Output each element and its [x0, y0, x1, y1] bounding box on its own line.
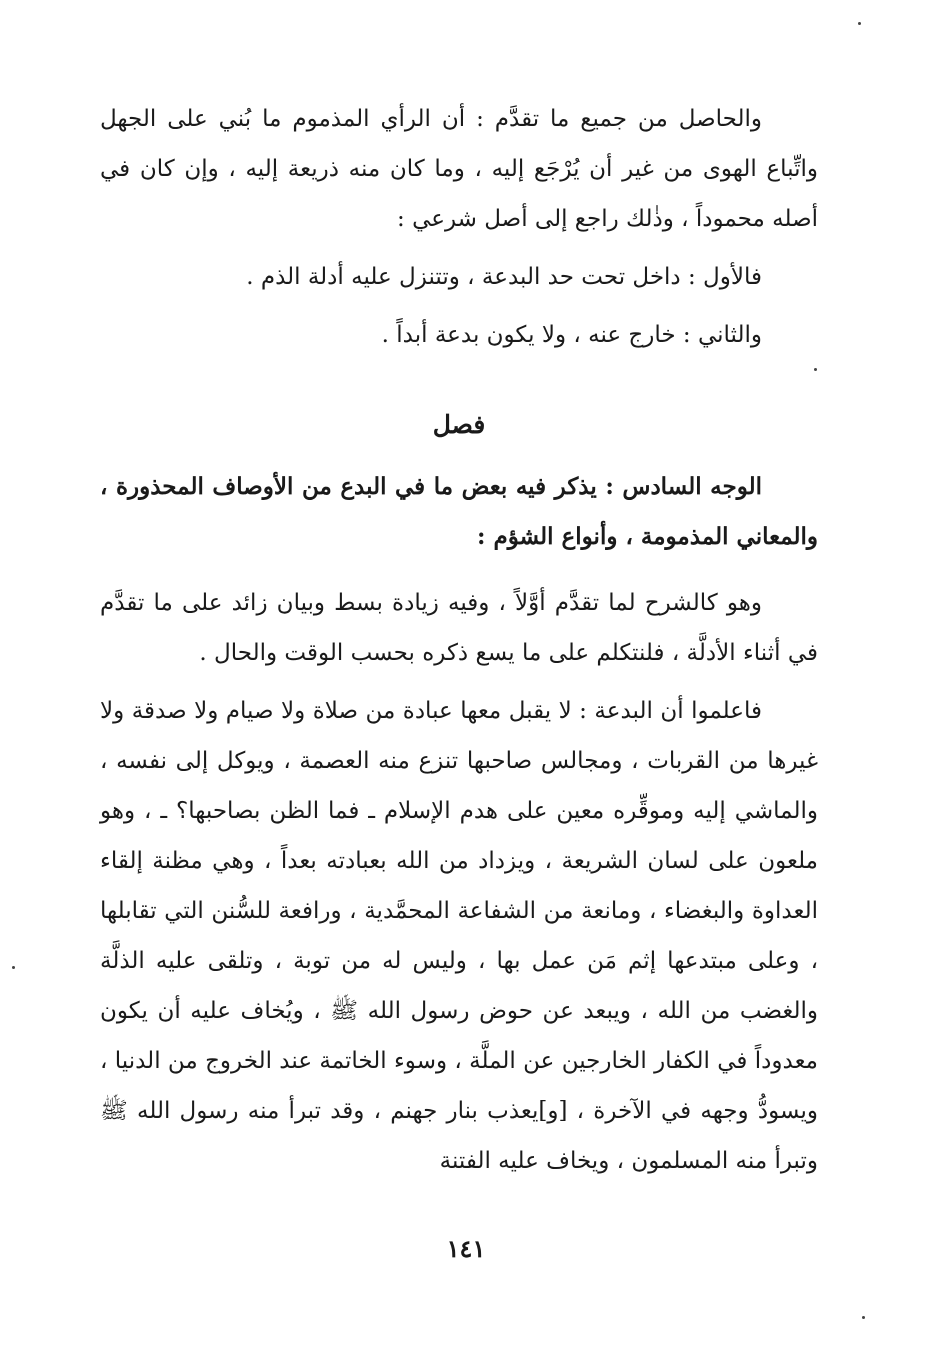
scan-speck — [12, 966, 15, 969]
section-title-block — [100, 462, 818, 562]
first-category-paragraph: فالأول : داخل تحت حد البدعة ، وتتنزل عليه أدلة الذم . — [246, 264, 762, 290]
opening-paragraph-block — [100, 94, 818, 360]
scan-speck — [858, 22, 861, 25]
body-text-block — [100, 578, 818, 1186]
second-category-paragraph: والثاني : خارج عنه ، ولا يكون بدعة أبداً . — [381, 322, 762, 348]
conclusion-paragraph: والحاصل من جميع ما تقدَّم : أن الرأي المذموم ما بُني على الجهل واتِّباع الهوى من غير أن يُرْجَع إليه ، وما كان منه ذريعة إليه ، وإن كان في أصله محموداً ، وذٰلك راجع إلى أصل شرعي : — [100, 106, 818, 232]
scan-speck — [862, 1316, 865, 1319]
body-paragraph-main: فاعلموا أن البدعة : لا يقبل معها عبادة من صلاة ولا صيام ولا صدقة ولا غيرها من القربات ، ومجالس صاحبها تنزع منه العصمة ، ويوكل إلى نفسه ، والماشي إليه وموقِّره معين على هدم الإسلام ـ فما الظن بصاحبها؟ ـ ، وهو ملعون على لسان الشريعة ، ويزداد من الله بعبادته بعداً ، وهي مظنة إلقاء العداوة والبغضاء ، ومانعة من الشفاعة المحمَّدية ، ورافعة للسُّنن التي تقابلها ، وعلى مبتدعها إثم مَن عمل بها ، وليس له من توبة ، وتلقى عليه الذلَّة والغضب من الله ، ويبعد عن حوض رسول الله ﷺ ، ويُخاف عليه أن يكون معدوداً في الكفار الخارجين عن الملَّة ، وسوء الخاتمة عند الخروج من الدنيا ، ويسودُّ وجهه في الآخرة ، [و]يعذب بنار جهنم ، وقد تبرأ منه رسول الله ﷺ وتبرأ منه المسلمون ، ويخاف عليه الفتنة — [100, 698, 818, 1174]
section-title: الوجه السادس : يذكر فيه بعض ما في البدع من الأوصاف المحذورة ، والمعاني المذمومة ، وأنواع الشؤم : — [100, 473, 818, 550]
section-heading: فصل — [432, 410, 486, 439]
scan-speck — [814, 368, 817, 371]
page-number: ١٤١ — [446, 1234, 486, 1263]
body-paragraph-intro: وهو كالشرح لما تقدَّم أوَّلاً ، وفيه زيادة بسط وبيان زائد على ما تقدَّم في أثناء الأدلَّة ، فلنتكلم على ما يسع ذكره بحسب الوقت والحال . — [100, 590, 818, 666]
